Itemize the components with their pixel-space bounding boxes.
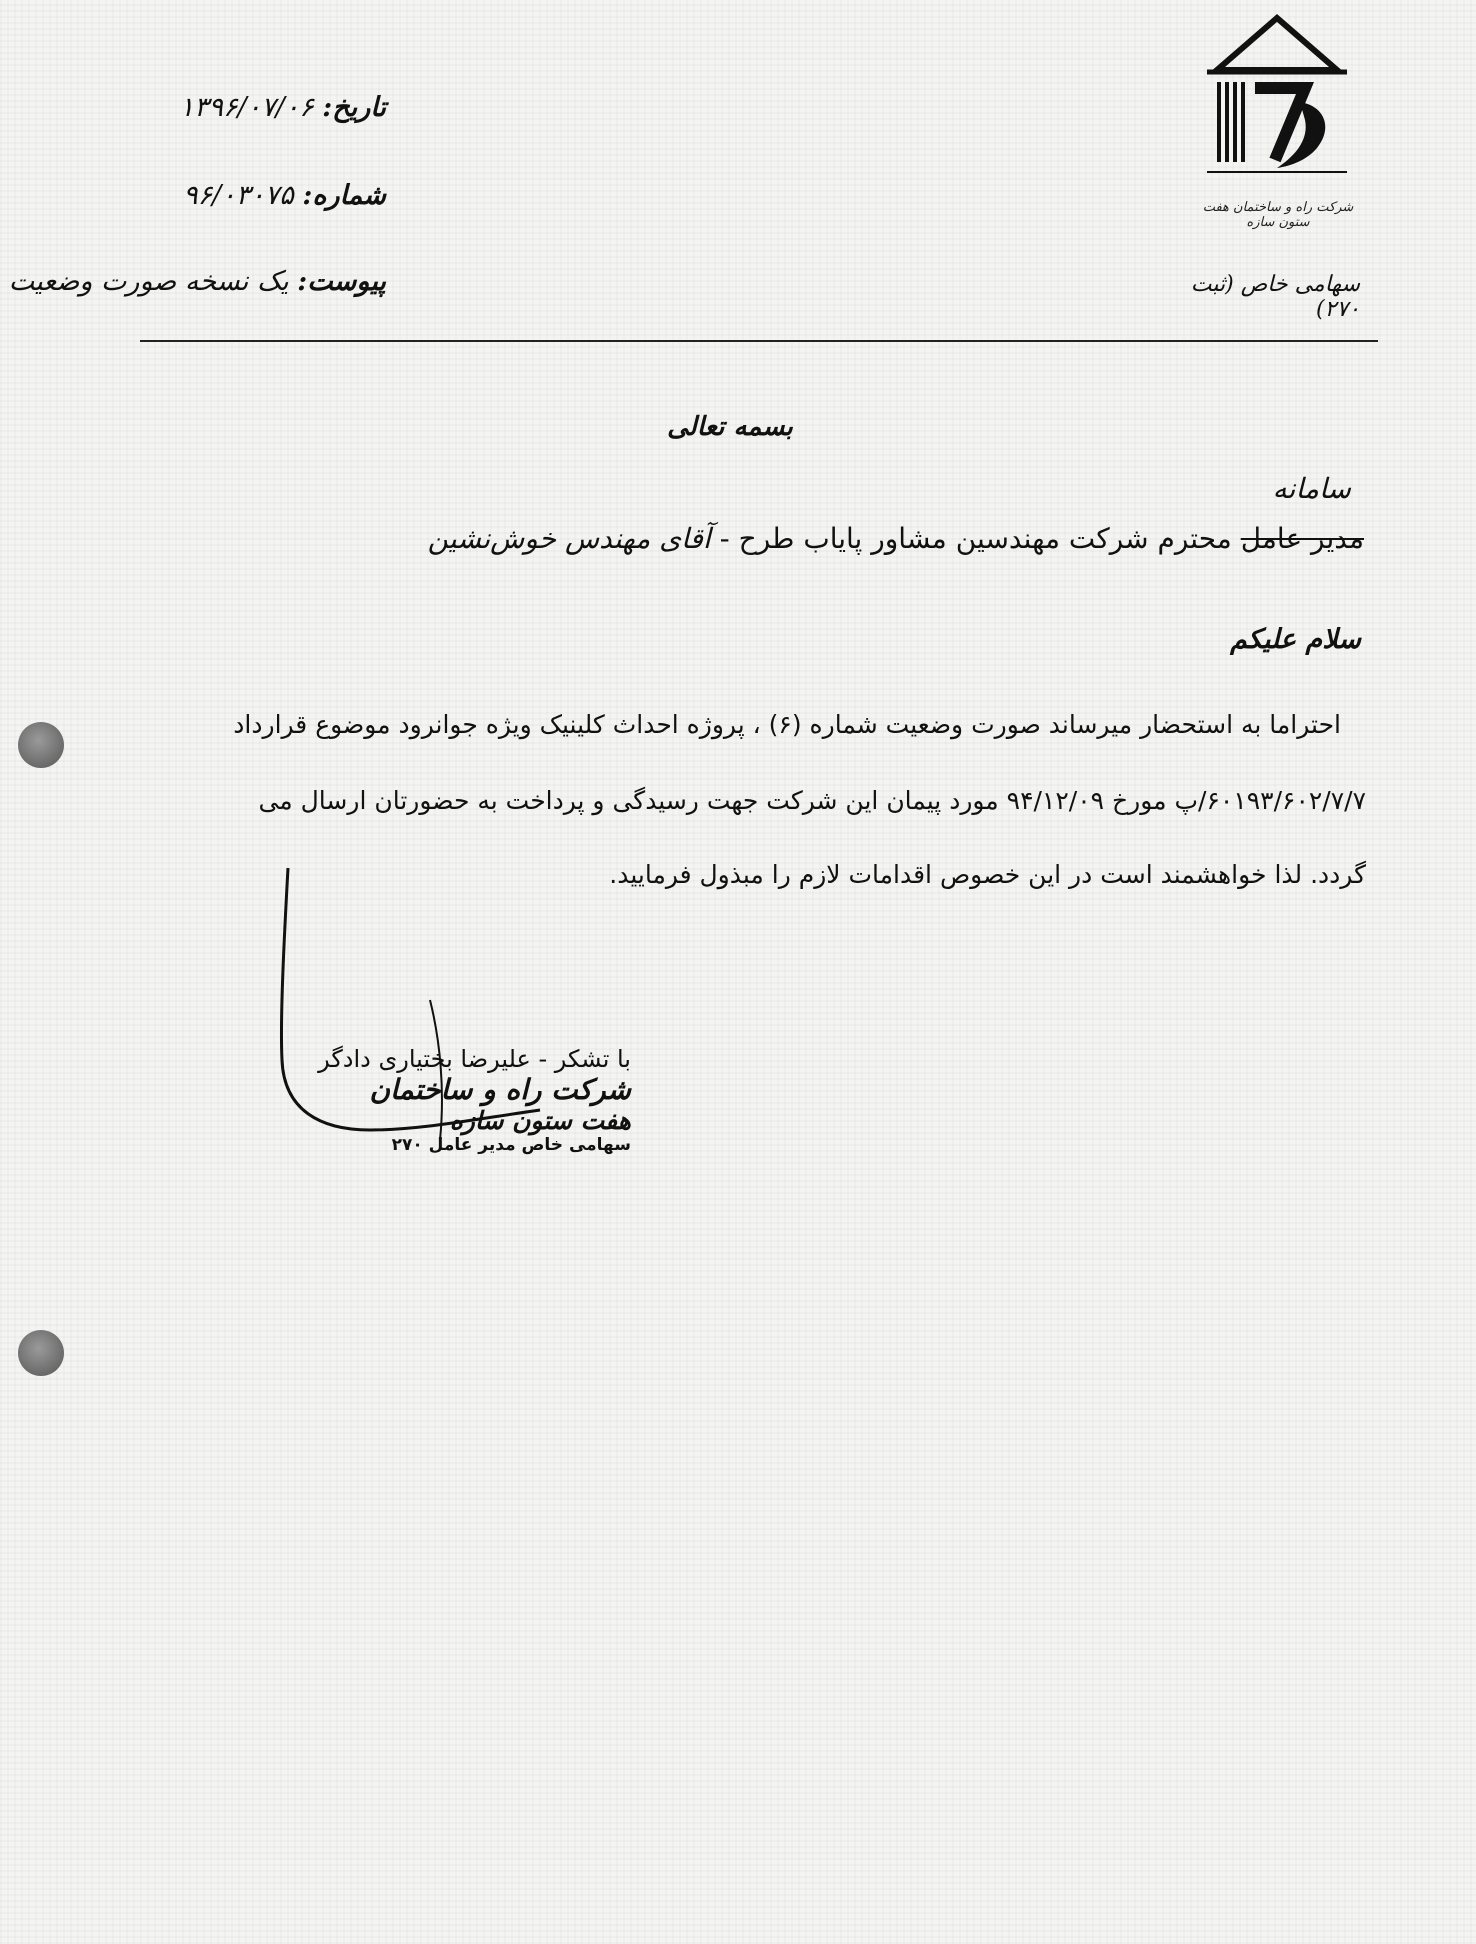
recipient-line [428, 522, 1364, 555]
letter-number [183, 180, 386, 211]
date-label: تاریخ: [322, 92, 386, 123]
stamp-company-name: شرکت راه و ساختمان [369, 1073, 631, 1106]
letter-attachment [9, 266, 386, 297]
number-label: شماره: [302, 180, 386, 211]
company-registration: سهامی خاص (ثبت ۲۷۰) [1190, 272, 1360, 322]
number-value: ۹۶/۰۳۰۷۵ [183, 180, 294, 211]
recipient-handwritten: آقای مهندس خوش‌نشین [427, 522, 711, 555]
body-line-3: گردد. لذا خواهشمند است در این خصوص اقدامات لازم را مبذول فرمایید. [609, 860, 1366, 889]
date-value: ۱۳۹۶/۰۷/۰۶ [179, 92, 314, 123]
letter-date [179, 92, 386, 123]
recipient-struck-title: مدیر عامل [1240, 522, 1364, 555]
header-divider [140, 340, 1378, 342]
greeting: سلام علیکم [1230, 624, 1361, 655]
logo-caption: شرکت راه و ساختمان هفت ستون سازه [1202, 200, 1354, 230]
body-line-2: ۶۰۱۹۳/۶۰۲/۷/۷/پ مورخ ۹۴/۱۲/۰۹ مورد پیمان این شرکت جهت رسیدگی و پرداخت به حضورتان ارسال می [258, 786, 1366, 815]
attachment-value: یک نسخه صورت وضعیت [8, 266, 289, 297]
company-logo-icon [1205, 10, 1350, 180]
handwritten-note: سامانه [1272, 472, 1351, 505]
recipient-text: محترم شرکت مهندسین مشاور پایاب طرح - [710, 522, 1241, 555]
stamp-company-subname: هفت ستون سازه [449, 1106, 631, 1135]
invocation: بسمه تعالی [667, 412, 793, 442]
signature-thanks: با تشکر - علیرضا بختیاری دادگر [318, 1045, 631, 1073]
stamp-title: سهامی خاص مدیر عامل ۲۷۰ [391, 1135, 631, 1155]
attachment-label: پیوست: [297, 266, 386, 297]
body-line-1: احتراما به استحضار میرساند صورت وضعیت شماره (۶) ، پروژه احداث کلینیک ویژه جوانرود موضوع قرارداد [233, 710, 1341, 739]
punch-hole [18, 1330, 64, 1376]
punch-hole [18, 722, 64, 768]
signature-block [211, 1045, 631, 1155]
